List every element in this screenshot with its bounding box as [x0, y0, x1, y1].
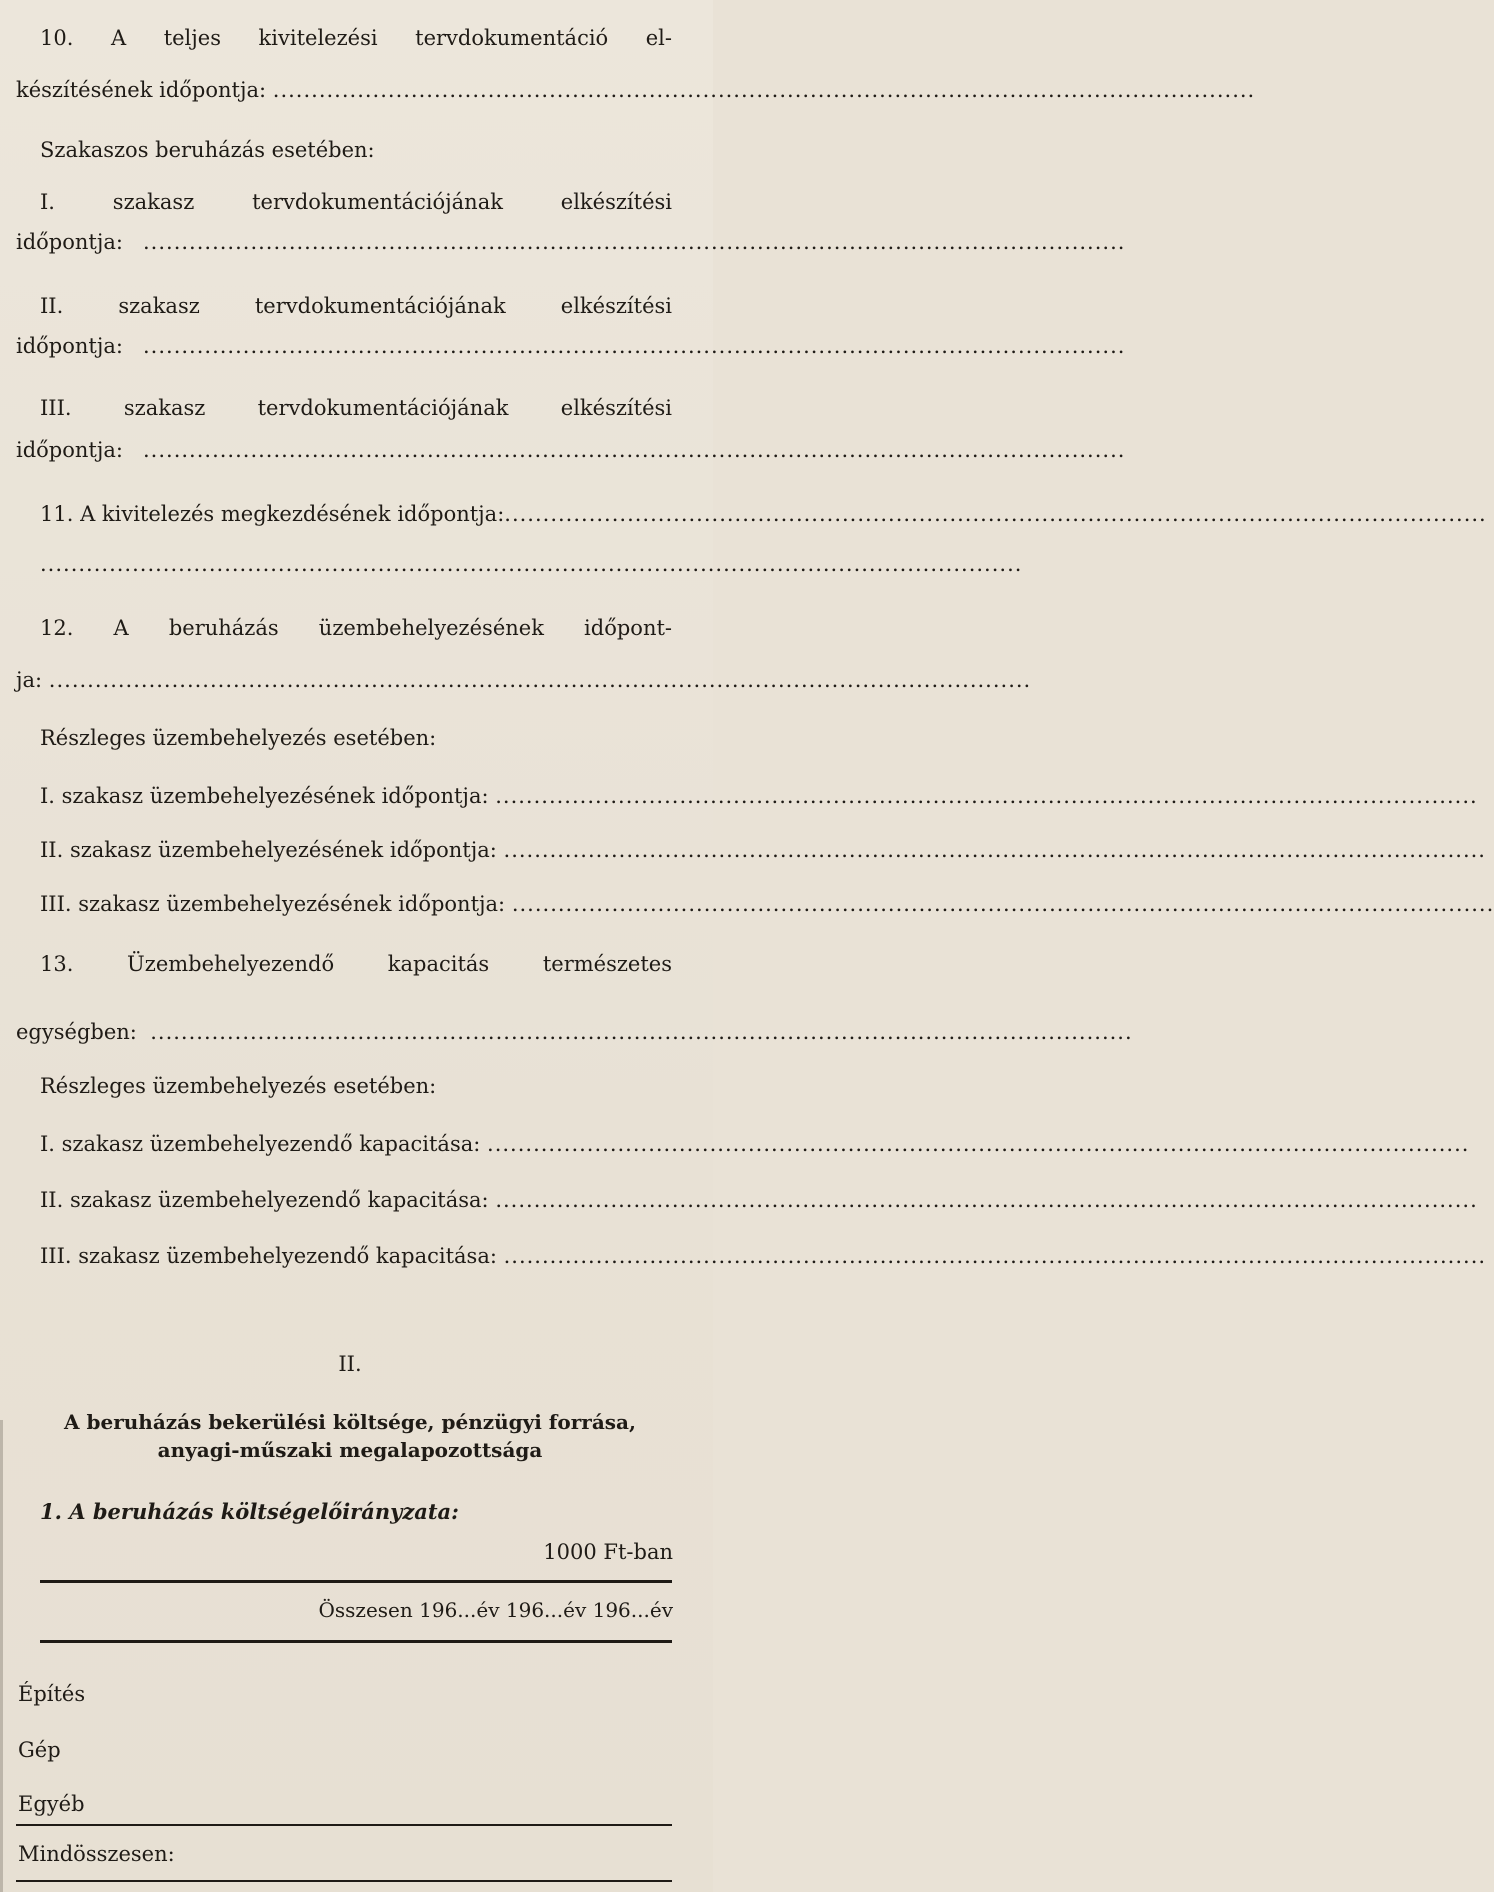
phase1-line2: [16, 228, 1126, 256]
dot-leader: ................................................................................................................................: [504, 502, 1487, 526]
dot-leader: ................................................................................................................................: [487, 1132, 1470, 1156]
item11: [40, 500, 1487, 528]
item10-line2: [16, 76, 1256, 104]
dot-leader: ................................................................................................................................: [40, 552, 1023, 576]
capacity3-label: III. szakasz üzembehelyezendő kapacitása:: [40, 1244, 497, 1268]
item11-label: 11. A kivitelezés megkezdésének időpontja:: [40, 502, 505, 526]
phased-label: Szakaszos beruházás esetében:: [40, 138, 375, 162]
item10-line2-label: készítésének időpontja:: [16, 78, 267, 102]
page-edge-shadow: [0, 1420, 3, 1892]
capacity2-label: II. szakasz üzembehelyezendő kapacitása:: [40, 1188, 489, 1212]
phase3-line1: III. szakasz tervdokumentációjának elkészítési: [40, 396, 672, 420]
item12-line1: 12. A beruházás üzembehelyezésének időpont-: [40, 616, 672, 640]
item12-line2-label: ja:: [16, 668, 43, 692]
item13-line2-label: egységben:: [16, 1020, 137, 1044]
row-machinery: Gép: [18, 1738, 61, 1762]
section-ii-heading-line2: anyagi-műszaki megalapozottsága: [157, 1438, 543, 1462]
item10-line1: 10. A teljes kivitelezési tervdokumentáció el-: [40, 26, 672, 50]
section-ii-numeral: II.: [338, 1352, 362, 1376]
item13-line2: [16, 1018, 1133, 1046]
total-rule: [16, 1824, 672, 1826]
item11-continuation: [40, 550, 1023, 578]
row-other: Egyéb: [18, 1792, 85, 1816]
dot-leader: ................................................................................................................................: [150, 1020, 1133, 1044]
phase2-line1: II. szakasz tervdokumentációjának elkészítési: [40, 294, 672, 318]
dot-leader: ................................................................................................................................: [495, 1188, 1478, 1212]
capacity1: [40, 1130, 1470, 1158]
capacity2: [40, 1186, 1478, 1214]
phase1-line1: I. szakasz tervdokumentációjának elkészítési: [40, 190, 672, 214]
dot-leader: ................................................................................................................................: [143, 334, 1126, 358]
row-construction: Építés: [18, 1682, 86, 1706]
section-ii-heading-line1: A beruházás bekerülési költsége, pénzügyi forrása,: [64, 1410, 636, 1434]
phase3-line2-label: időpontja:: [16, 438, 123, 462]
dot-leader: ................................................................................................................................: [272, 78, 1256, 102]
table-header-rule: [40, 1640, 672, 1643]
unit-label: 1000 Ft-ban: [543, 1540, 673, 1564]
phase2-line2-label: időpontja:: [16, 334, 123, 358]
row-grand-total: Mindösszesen:: [18, 1842, 175, 1866]
dot-leader: ................................................................................................................................: [143, 438, 1126, 462]
dot-leader: ................................................................................................................................: [511, 892, 1494, 916]
commission1-label: I. szakasz üzembehelyezésének időpontja:: [40, 784, 489, 808]
partial-commissioning-label-2: Részleges üzembehelyezés esetében:: [40, 1074, 437, 1098]
dot-leader: ................................................................................................................................: [495, 784, 1478, 808]
capacity1-label: I. szakasz üzembehelyezendő kapacitása:: [40, 1132, 481, 1156]
dot-leader: ................................................................................................................................: [503, 838, 1486, 862]
partial-commissioning-label: Részleges üzembehelyezés esetében:: [40, 726, 437, 750]
dot-leader: ................................................................................................................................: [503, 1244, 1487, 1268]
commission2: [40, 836, 1486, 864]
table-header: Összesen 196...év 196...év 196...év: [318, 1598, 673, 1622]
commission1: [40, 782, 1478, 810]
item12-line2: [16, 666, 1032, 694]
dot-leader: ................................................................................................................................: [143, 230, 1126, 254]
bottom-rule: [16, 1880, 672, 1882]
dot-leader: ................................................................................................................................: [48, 668, 1032, 692]
commission2-label: II. szakasz üzembehelyezésének időpontja:: [40, 838, 497, 862]
table-top-rule: [40, 1580, 672, 1583]
item13-line1: 13. Üzembehelyezendő kapacitás természetes: [40, 952, 672, 976]
commission3-label: III. szakasz üzembehelyezésének időpontja:: [40, 892, 506, 916]
phase3-line2: [16, 436, 1126, 464]
phase1-line2-label: időpontja:: [16, 230, 123, 254]
cost-estimate-label: 1. A beruházás költségelőirányzata:: [40, 1499, 459, 1524]
phase2-line2: [16, 332, 1126, 360]
commission3: [40, 890, 1494, 918]
capacity3: [40, 1242, 1487, 1270]
